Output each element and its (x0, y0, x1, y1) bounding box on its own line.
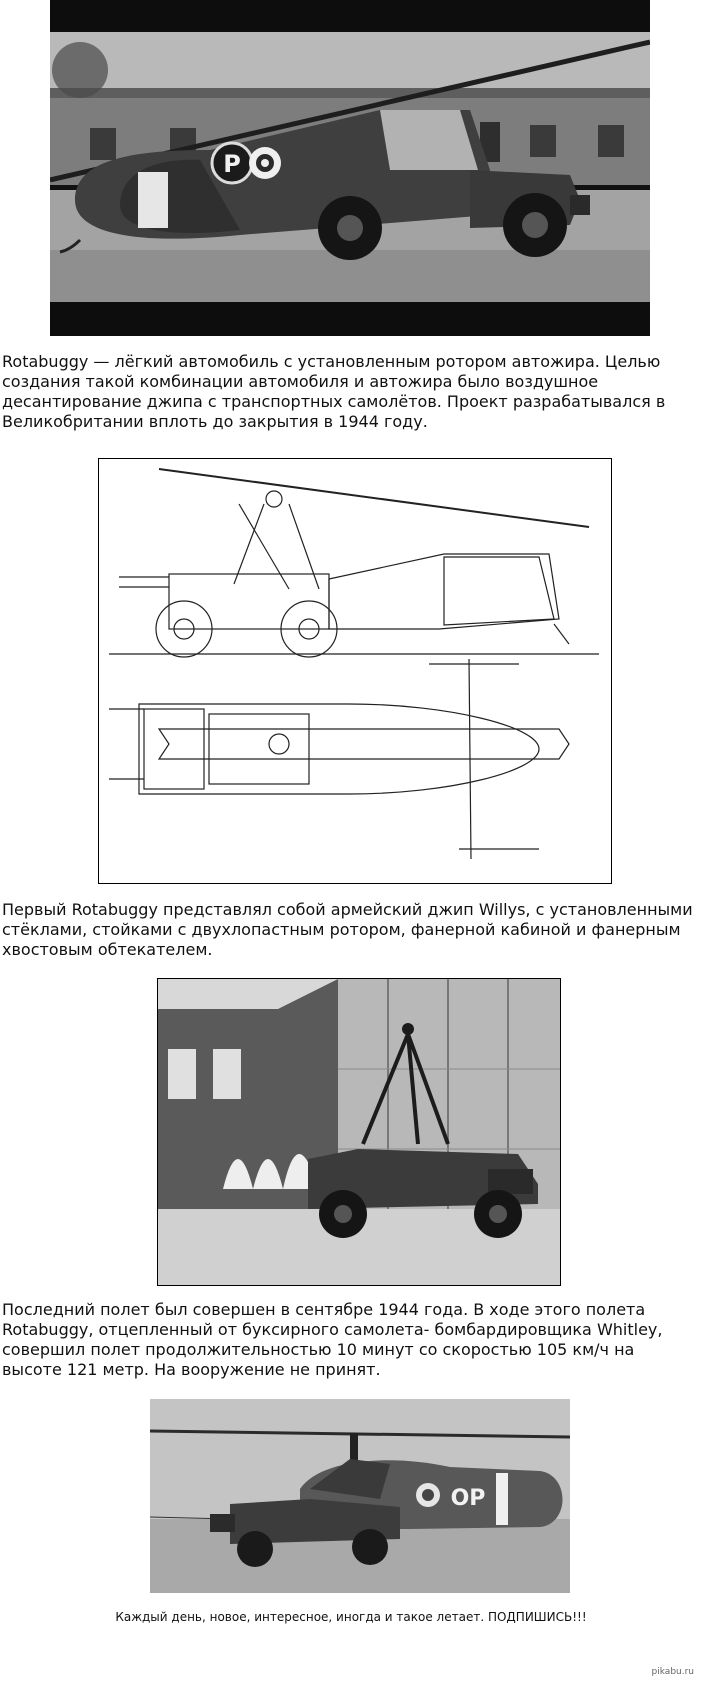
rotabuggy-photo-flight (150, 1399, 570, 1593)
rotabuggy-photo-side (50, 0, 650, 336)
intro-paragraph: Rotabuggy — лёгкий автомобиль с установленным ротором автожира. Целью создания такой комбинации автомобиля и автожира было воздушное десантирование джипа с транспортных самолётов. Проект разрабатывался в Великобритании вплоть до закрытия в 1944 году. (2, 352, 666, 431)
fuselage-letters-op: OP (450, 1486, 486, 1511)
willys-paragraph: Первый Rotabuggy представлял собой армейский джип Willys, с установленными стёклами, стойками с двухлопастным ротором, фанерной кабиной и фанерным хвостовым обтекателем. (2, 900, 693, 959)
rotabuggy-photo-hangar (157, 978, 561, 1286)
roundel-letter-p: P (223, 150, 241, 178)
pikabu-watermark: pikabu.ru (651, 1667, 694, 1677)
rotabuggy-blueprint (98, 458, 612, 884)
last-flight-paragraph: Последний полет был совершен в сентябре 1944 года. В ходе этого полета Rotabuggy, отцепленный от буксирного самолета- бомбардировщика Whitley, совершил полет продолжительностью 10 минут со скоростью 105 км/ч на высоте 121 метр. На вооружение не принят. (2, 1300, 663, 1379)
subscribe-caption: Каждый день, новое, интересное, иногда и такое летает. ПОДПИШИСЬ!!! (115, 1610, 587, 1624)
